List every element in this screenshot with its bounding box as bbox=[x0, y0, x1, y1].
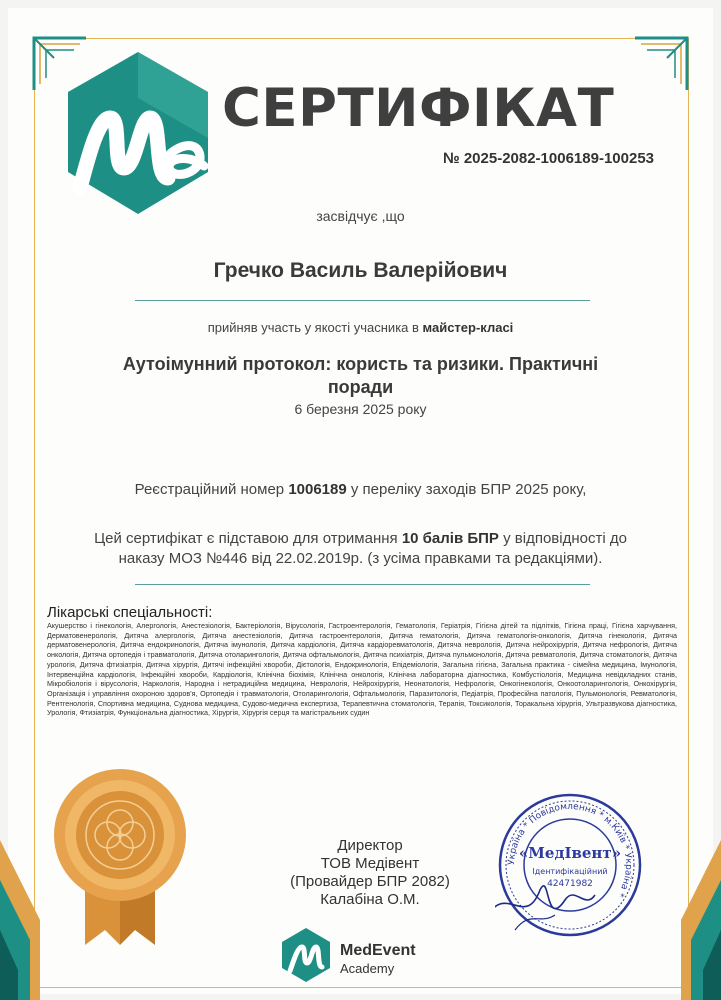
seal-center-text: «МедІвент» bbox=[518, 844, 622, 862]
registration-suffix: у переліку заходів БПР 2025 року, bbox=[346, 481, 587, 498]
participation-prefix: прийняв участь у якості учасника в bbox=[207, 320, 423, 335]
basis-line2: наказу МОЗ №446 від 22.02.2019р. (з усіма правками та редакціями). bbox=[118, 550, 603, 567]
medevent-academy-logo bbox=[276, 925, 456, 985]
event-date: 6 березня 2025 року bbox=[294, 401, 427, 417]
basis-line1 bbox=[40, 529, 681, 549]
certifies-text: засвідчує ,що bbox=[316, 208, 405, 224]
name-underline bbox=[135, 300, 590, 301]
basis-prefix: Цей сертифікат є підставою для отримання bbox=[94, 530, 402, 547]
signature-line2: ТОВ Медівент bbox=[320, 855, 420, 872]
participation-text bbox=[40, 320, 681, 335]
director-signature-block bbox=[270, 837, 470, 909]
signature-line1: Директор bbox=[337, 837, 403, 854]
specialties-list: Акушерство і гінекологія, Алергологія, Анестезіологія, Бактеріологія, Вірусологія, Гастроентерологія, Гематологія, Геріатрія, Гігієна дітей та підлітків, Гігієна праці, Гігієна харчування, Дерматовенерологія, Дитяча алергологія, Дитяча анестезіологія, Дитяча гастроентерологія, Дитяча гематологія, Дитяча гематологія-онкологія, Дитяча гінекологія, Дитяча дерматовенерологія, Дитяча ендокринологія, Дитяча імунологія, Дитяча кардіологія, Дитяча кардіоревматологія, Дитяча неврологія, Дитяча нейрохірургія, Дитяча нефрологія, Дитяча онкологія, Дитяча ортопедія і травматологія, Дитяча отоларингологія, Дитяча офтальмологія, Дитяча психіатрія, Дитяча пульмонологія, Дитяча ревматологія, Дитяча стоматологія, Дитяча урологія, Дитяча фтизіатрія, Дитяча хірургія, Дитячі інфекційні хвороби, Дієтологія, Ендокринологія, Епідеміологія, Загальна гігієна, Загальна практика - сімейна медицина, Імунологія, Інтервенційна кардіологія, Інфекційні хвороби, Кардіологія, Клінічна біохімія, Клінічна онкологія, Клінічна лабораторна діагностика, Комбустіологія, Медицина невідкладних станів, Мікробіологія і вірусологія, Наркологія, Народна і нетрадиційна медицина, Неврологія, Нейрохірургія, Неонатологія, Нефрологія, Онкогінекологія, Онкоотоларингологія, Онкохірургія, Організація і управління охороною здоров'я, Ортопедія і травматологія, Отоларингологія, Офтальмологія, Паразитологія, Педіатрія, Професійна патологія, Пульмонологія, Ревматологія, Рентгенологія, Спортивна медицина, Суднова медицина, Судово-медична експертиза, Терапевтична стоматологія, Терапія, Токсикологія, Торакальна хірургія, Ультразвукова діагностика, Урологія, Фтизіатрія, Функціональна діагностика, Хірургія, Хірургія серця та магістральних судин bbox=[47, 621, 677, 718]
event-title-line1: Аутоімунний протокол: користь та ризики. Практичні bbox=[122, 354, 599, 374]
registration-text bbox=[40, 481, 681, 498]
seal-ring-text: Україна * Повідомлення * м.Київ * Україна * bbox=[506, 801, 634, 899]
event-type: майстер-класі bbox=[422, 320, 514, 335]
event-title-line2: поради bbox=[327, 377, 394, 397]
signature-line3: (Провайдер БПР 2082) bbox=[290, 873, 450, 890]
seal-code: 42471982 bbox=[547, 879, 593, 889]
registration-prefix: Реєстраційний номер bbox=[134, 481, 289, 498]
medevent-logo-icon bbox=[58, 48, 218, 218]
bottom-logo-sub: Academy bbox=[340, 961, 395, 976]
award-medal-icon bbox=[50, 760, 190, 950]
registration-number: 1006189 bbox=[288, 481, 347, 498]
certificate-number: № 2025-2082-1006189-100253 bbox=[442, 150, 654, 167]
basis-points: 10 балів БПР bbox=[401, 530, 499, 547]
recipient-name: Гречко Василь Валерійович bbox=[213, 259, 508, 282]
decorative-accent-right bbox=[671, 820, 721, 1000]
basis-suffix: у відповідності до bbox=[498, 530, 627, 547]
specialties-title: Лікарські спеціальності: bbox=[47, 604, 213, 621]
bottom-logo-brand: MedEvent bbox=[340, 942, 416, 959]
basis-underline bbox=[135, 584, 590, 585]
decorative-accent-left bbox=[0, 820, 50, 1000]
certificate-title: СЕРТИФІКАТ bbox=[222, 78, 615, 139]
seal-id-text: Ідентифікаційний bbox=[532, 867, 608, 876]
event-title bbox=[40, 353, 681, 399]
basis-text bbox=[40, 529, 681, 569]
signature-line4: Калабіна О.М. bbox=[320, 891, 420, 908]
official-seal-icon bbox=[495, 790, 645, 940]
